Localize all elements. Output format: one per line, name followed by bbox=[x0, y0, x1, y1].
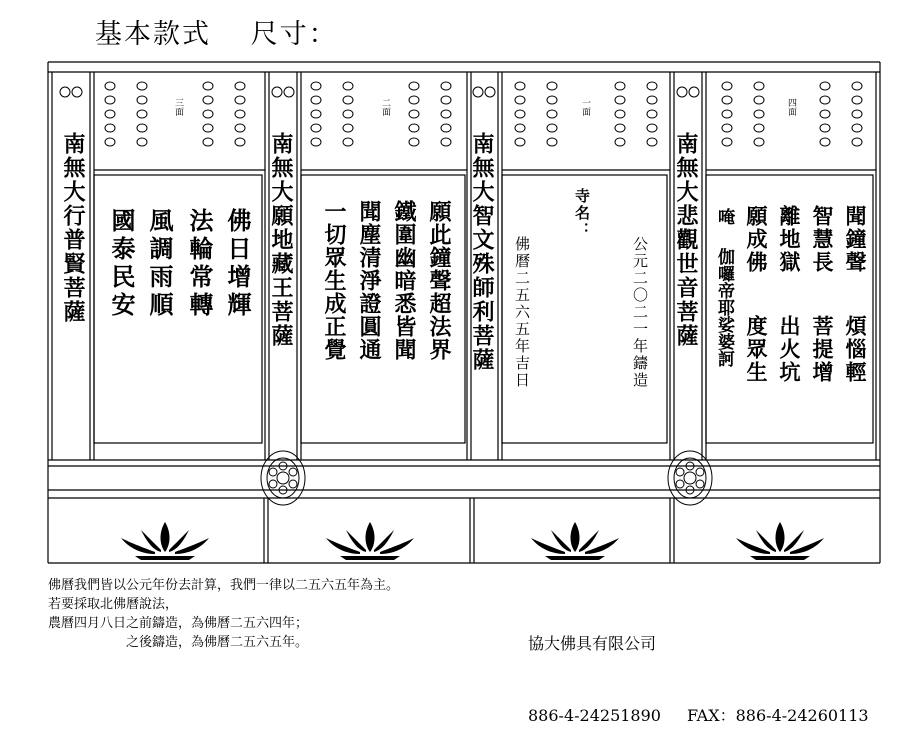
company-fax: FAX：886-4-24260113 bbox=[686, 706, 869, 725]
bodhisattva-name: 南無大願地藏王菩薩 bbox=[268, 132, 294, 348]
company-phone: 886-4-24251890 bbox=[528, 706, 661, 725]
page-title: 基本款式 尺寸： bbox=[95, 19, 338, 50]
verse-line: 出火坑 bbox=[777, 315, 802, 384]
mantra-line: 唵 bbox=[714, 208, 734, 226]
face-label: 三面 bbox=[173, 98, 183, 116]
verse-line: 離地獄 bbox=[777, 205, 802, 274]
buddhist-calendar-note: 佛曆我們皆以公元年份去計算，我們一律以二五六五年為主。 若要採取北佛曆說法， 農曆四月八日之前鑄造，為佛曆二五六四年； 之後鑄造，為佛曆二五六五年。 bbox=[48, 578, 400, 650]
verse-line: 一切眾生成正覺 bbox=[321, 200, 347, 361]
verse-line: 願成佛 bbox=[744, 205, 769, 274]
verse-line: 佛日增輝 bbox=[223, 208, 252, 320]
verse-line: 菩提增 bbox=[810, 315, 835, 384]
verse-line: 國泰民安 bbox=[107, 208, 136, 320]
verse-line: 風調雨順 bbox=[145, 208, 174, 320]
verse-line: 聞鐘聲 bbox=[843, 205, 868, 274]
face-label: 二面 bbox=[380, 98, 390, 116]
verse-line: 煩惱輕 bbox=[843, 315, 868, 384]
bodhisattva-name: 南無大智文殊師利菩薩 bbox=[469, 132, 495, 372]
striker-medallion bbox=[261, 451, 712, 505]
bodhisattva-name: 南無大悲觀世音菩薩 bbox=[673, 132, 699, 348]
face-label: 四面 bbox=[786, 98, 796, 116]
verse-line: 法輪常轉 bbox=[185, 208, 214, 320]
bodhisattva-name: 南無大行普賢菩薩 bbox=[60, 132, 86, 324]
verse-line: 聞塵清淨證圓通 bbox=[356, 200, 382, 361]
buddhist-date: 佛曆二五六五年吉日 bbox=[513, 236, 531, 389]
verse-line: 智慧長 bbox=[810, 205, 835, 274]
company-info bbox=[528, 584, 895, 752]
temple-name-field: 寺名： bbox=[573, 188, 591, 239]
company-name: 協大佛具有限公司 bbox=[528, 634, 657, 653]
mantra-line: 伽囉帝耶娑婆訶 bbox=[714, 248, 734, 367]
verse-line: 鐵圍幽暗悉皆聞 bbox=[391, 200, 417, 361]
verse-line: 度眾生 bbox=[744, 315, 769, 384]
face-label: 一面 bbox=[580, 98, 590, 116]
western-date: 公元二〇二一年鑄造 bbox=[631, 236, 649, 389]
verse-line: 願此鐘聲超法界 bbox=[426, 200, 452, 361]
